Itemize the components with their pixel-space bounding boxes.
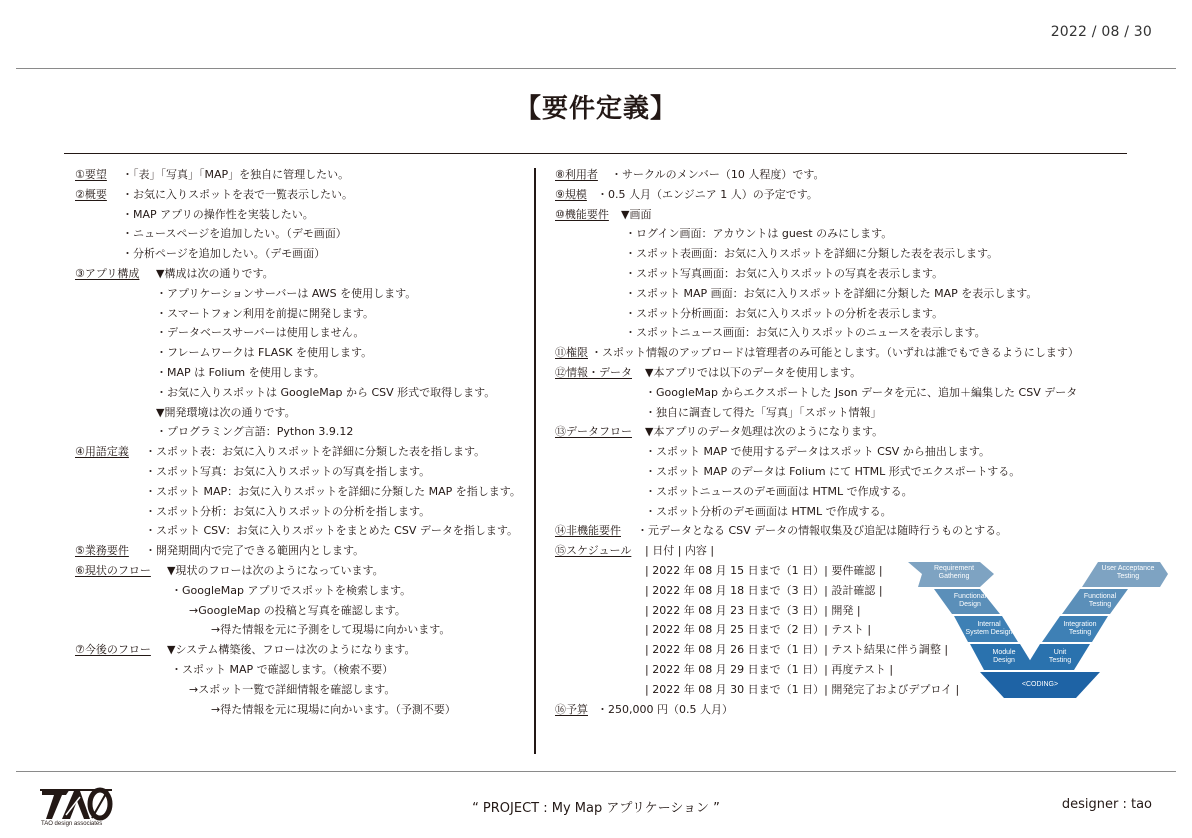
item-text: ・スポットニュースのデモ画面は HTML で作成する。 [645,484,913,498]
logo-subtitle: TAO design associates [41,821,103,827]
vmodel-label-integration-testing: Integration Testing [1063,621,1097,636]
item-text: ・開発期間内で完了できる範囲内とします。 [145,544,365,558]
item-text: ・スマートフォン利用を前提に開発します。 [156,306,375,320]
section-label: ⑪権限 [555,346,588,360]
v-model-shape [908,560,1170,700]
item-text: ・データベースサーバーは使用しません。 [156,326,365,340]
item-text: ▼構成は次の通りです。 [156,266,274,280]
item-text: ・スポット MAP で使用するデータはスポット CSV から抽出します。 [645,445,990,459]
item-text: ・スポット分析のデモ画面は HTML で作成する。 [645,504,892,518]
vmodel-label-functional-testing: Functional Testing [1083,593,1117,608]
vmodel-label-internal-system: Internal System Design [965,621,1013,636]
item-text: ・スポット MAP で確認します。（検索不要） [171,662,394,676]
item-text: | 日付 | 内容 | [645,544,715,558]
item-text: ・スポット分析：お気に入りスポットの分析を指します。 [145,504,431,518]
section-label: ④用語定義 [75,445,129,459]
item-text: ▼本アプリでは以下のデータを使用します。 [645,365,862,379]
item-text: ▼システム構築後、フローは次のようになります。 [167,643,416,657]
vmodel-label-functional-design: Functional Design [953,593,987,608]
section-label: ⑬データフロー [555,425,632,439]
item-text: ▼画面 [621,207,652,221]
item-text: ▼本アプリのデータ処理は次のようになります。 [645,425,884,439]
section-label: ⑮スケジュール [555,544,632,558]
item-text: ・「表」「写真」「MAP」を独自に管理したい。 [122,168,350,181]
item-text: ・0.5 人月（エンジニア 1 人）の予定です。 [597,187,818,201]
item-text: ・スポット表画面：お気に入りスポットを詳細に分類した表を表示します。 [625,247,999,261]
section-label: ⑯予算 [555,702,588,716]
item-text: ・GoogleMap からエクスポートした Json データを元に、追加＋編集した CSV データ [645,385,1078,399]
title-underline [64,153,1127,154]
item-text: ・GoogleMap アプリでスポットを検索します。 [171,583,412,597]
item-text: ・250,000 円（0.5 人月） [597,702,733,716]
item-text: →得た情報を元に予測をして現場に向かいます。 [211,623,451,637]
item-text: ▼開発環境は次の通りです。 [156,405,296,419]
section-label: ⑫情報・データ [555,365,632,379]
section-label: ②概要 [75,187,107,201]
item-text: ・MAP アプリの操作性を実装したい。 [122,207,314,221]
item-text: ・独自に調査して得た「写真」「スポット情報」 [645,405,882,419]
item-text: | 2022 年 08 月 30 日まで（1 日）| 開発完了およびデプロイ | [645,682,960,696]
item-text: ・お気に入りスポットを表で一覧表示したい。 [122,187,353,201]
item-text: | 2022 年 08 月 23 日まで（3 日）| 開発 | [645,603,861,617]
section-label: ⑥現状のフロー [75,563,151,577]
item-text: ・サークルのメンバー（10 人程度）です。 [611,168,825,181]
page-title: 【要件定義】 [514,94,677,124]
item-text: ・ニュースページを追加したい。（デモ画面） [122,227,347,241]
item-text: ・スポット MAP のデータは Folium にて HTML 形式でエクスポートする。 [645,464,1021,478]
item-text: ・スポット分析画面：お気に入りスポットの分析を表示します。 [625,306,944,320]
vmodel-label-requirement: Requirement Gathering [933,565,975,580]
item-text: ・プログラミング言語：Python 3.9.12 [156,425,354,439]
vmodel-label-unit-testing: Unit Testing [1048,649,1072,664]
section-label: ⑨規模 [555,187,587,201]
item-text: ・スポット情報のアップロードは管理者のみ可能とします。（いずれは誰でもできるようにします） [591,346,1079,360]
item-text: ・お気に入りスポットは GoogleMap から CSV 形式で取得します。 [156,385,496,399]
column-divider [534,168,536,754]
item-text: | 2022 年 08 月 18 日まで（3 日）| 設計確認 | [645,583,883,597]
item-text: ・スポット写真：お気に入りスポットの写真を指します。 [145,464,431,478]
document-date: 2022 / 08 / 30 [1050,24,1152,40]
item-text: ・フレームワークは FLASK を使用します。 [156,346,373,360]
section-label: ③アプリ構成 [75,266,140,280]
item-text: →得た情報を元に現場に向かいます。（予測不要） [211,702,456,716]
section-label: ⑦今後のフロー [75,643,151,657]
item-text: | 2022 年 08 月 29 日まで（1 日）| 再度テスト | [645,662,894,676]
item-text: ・分析ページを追加したい。（デモ画面） [122,247,326,261]
item-text: ・スポットニュース画面：お気に入りスポットのニュースを表示します。 [625,326,986,340]
item-text: | 2022 年 08 月 26 日まで（1 日）| テスト結果に伴う調整 | [645,643,949,657]
item-text: →GoogleMap の投稿と写真を確認します。 [189,603,406,617]
v-model-diagram [908,560,1170,700]
footer-rule [16,771,1176,772]
item-text: ・ログイン画面：アカウントは guest のみにします。 [625,227,893,241]
section-label: ⑭非機能要件 [555,524,621,538]
item-text: | 2022 年 08 月 25 日まで（2 日）| テスト | [645,623,872,637]
item-text: ▼現状のフローは次のようになっています。 [167,563,384,577]
item-text: ・スポット表：お気に入りスポットを詳細に分類した表を指します。 [145,445,486,459]
designer-credit: designer : tao [1061,797,1152,812]
item-text: ・元データとなる CSV データの情報収集及び追記は随時行うものとする。 [637,524,1008,538]
project-name: “ PROJECT : My Map アプリケーション ” [472,801,720,816]
item-text: ・MAP は Folium を使用します。 [156,365,325,379]
item-text: ・スポット写真画面：お気に入りスポットの写真を表示します。 [625,266,944,280]
vmodel-label-uat: User Acceptance Testing [1101,565,1155,580]
item-text: ・スポット MAP：お気に入りスポットを詳細に分類した MAP を指します。 [145,484,521,498]
section-label: ⑤業務要件 [75,544,129,558]
vmodel-label-coding: <CODING> [1021,681,1059,688]
item-text: →スポット一覧で詳細情報を確認します。 [189,682,396,696]
top-rule [16,68,1176,69]
vmodel-label-module-design: Module Design [992,649,1016,664]
section-label: ①要望 [75,168,107,181]
section-label: ⑩機能要件 [555,207,609,221]
item-text: ・スポット CSV：お気に入りスポットをまとめた CSV データを指します。 [145,524,518,538]
item-text: ・アプリケーションサーバーは AWS を使用します。 [156,286,417,300]
item-text: ・スポット MAP 画面：お気に入りスポットを詳細に分類した MAP を表示します。 [625,286,1038,300]
item-text: | 2022 年 08 月 15 日まで（1 日）| 要件確認 | [645,563,883,577]
section-label: ⑧利用者 [555,168,598,181]
